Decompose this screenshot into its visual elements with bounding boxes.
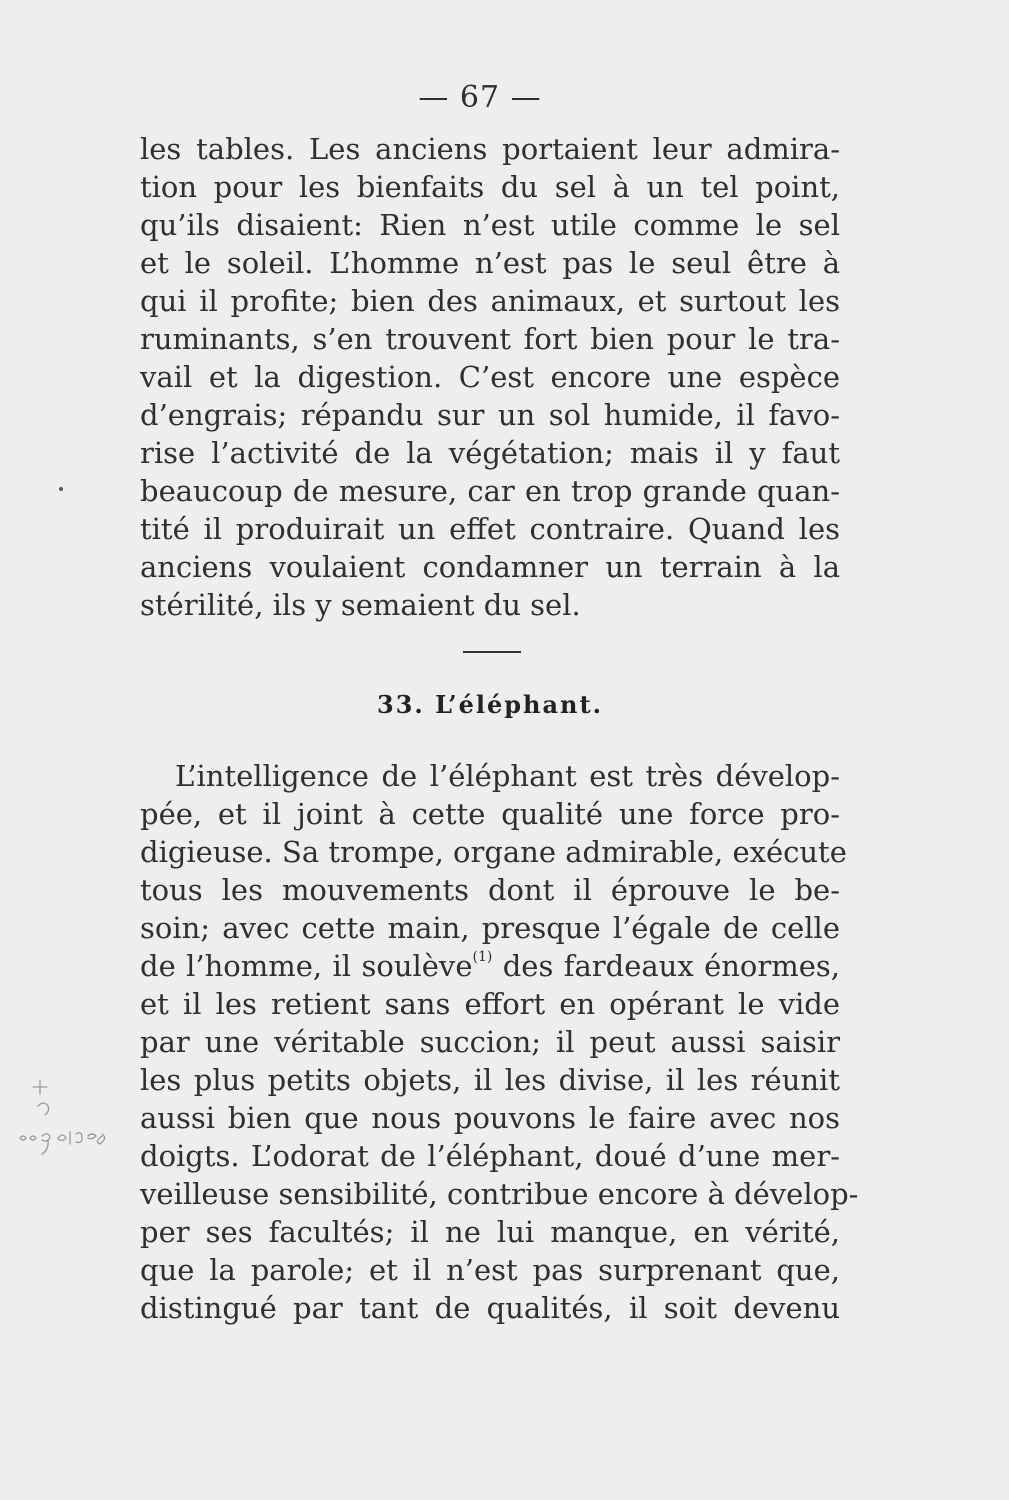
text-line: et le soleil. L’homme n’est pas le seul être à [140,246,840,280]
section-divider [463,651,521,653]
text-line: digieuse. Sa trompe, organe admirable, exécute [140,835,847,869]
text-line: et il les retient sans effort en opérant le vide [140,987,840,1021]
text-line: par une véritable succion; il peut aussi saisir [140,1025,840,1059]
text-line: que la parole; et il n’est pas surprenant que, [140,1253,840,1287]
text-line: per ses facultés; il ne lui manque, en vérité, [140,1215,840,1249]
text-line: distingué par tant de qualités, il soit devenu [140,1291,840,1325]
page-number: — 67 — [418,80,542,115]
paragraph-elephant [140,757,859,1327]
text-line: les tables. Les anciens portaient leur admira- [140,132,840,166]
text-line: aussi bien que nous pouvons le faire avec nos [140,1101,840,1135]
text-line: L’intelligence de l’éléphant est très dévelop- [175,759,840,793]
text-line: rise l’activité de la végétation; mais il y faut [140,436,840,470]
text-fragment: de l’homme, il soulève [140,949,473,983]
text-fragment: des fardeaux énormes, [502,949,840,983]
text-line: veilleuse sensibilité, contribue encore à dévelop- [140,1177,859,1211]
text-line: qui il profite; bien des animaux, et surtout les [140,284,840,318]
text-line: stérilité, ils y semaient du sel. [140,588,581,622]
ink-speck [59,487,63,491]
text-line: pée, et il joint à cette qualité une force pro- [140,797,840,831]
text-line-with-footnote [140,947,840,985]
text-line: doigts. L’odorat de l’éléphant, doué d’une mer- [140,1139,840,1173]
text-line: tité il produirait un effet contraire. Quand les [140,512,840,546]
text-line: soin; avec cette main, presque l’égale de celle [140,911,840,945]
paragraph-salt [140,130,840,624]
text-line: tous les mouvements dont il éprouve le be- [140,873,840,907]
text-line: vail et la digestion. C’est encore une espèce [140,360,840,394]
text-line: qu’ils disaient: Rien n’est utile comme le sel [140,208,840,242]
text-line: ruminants, s’en trouvent fort bien pour le tra- [140,322,840,356]
text-line: tion pour les bienfaits du sel à un tel point, [140,170,840,204]
handwritten-margin-annotation [10,1060,130,1170]
text-line: les plus petits objets, il les divise, il les réunit [140,1063,840,1097]
text-line: beaucoup de mesure, car en trop grande quan- [140,474,840,508]
text-line: anciens voulaient condamner un terrain à la [140,550,840,584]
text-line: d’engrais; répandu sur un sol humide, il favo- [140,398,840,432]
footnote-marker: (1) [472,949,493,965]
section-heading: 33. L’éléphant. [377,690,603,719]
